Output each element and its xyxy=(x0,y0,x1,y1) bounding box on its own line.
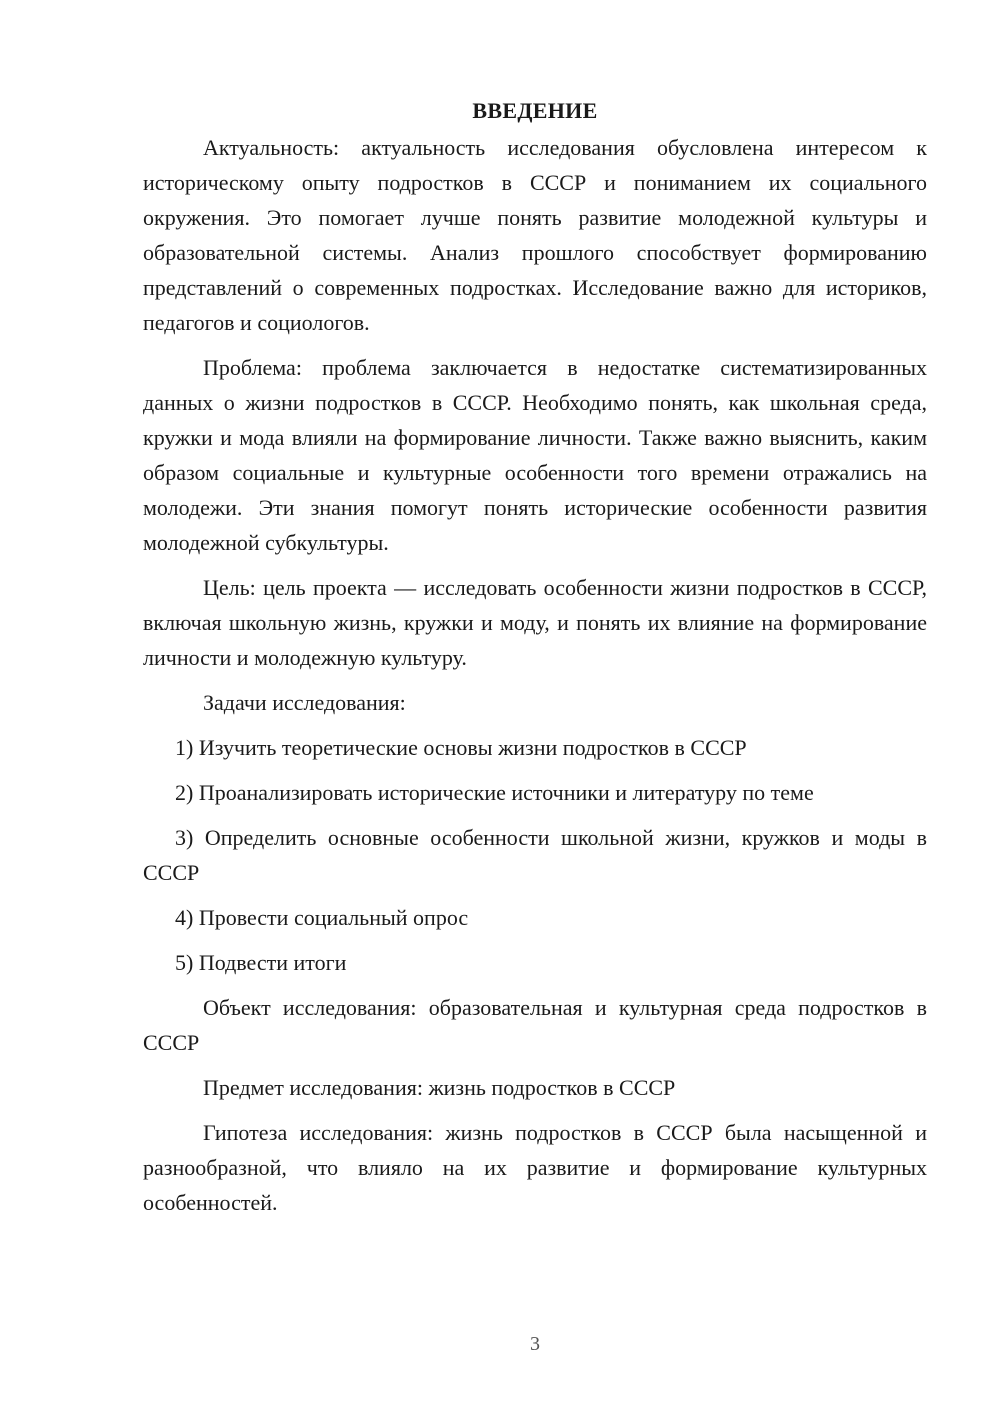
goal-paragraph: Цель: цель проекта — исследовать особенности жизни подростков в СССР, включая школьную жизнь, кружки и моду, и понять их влияние на формирование личности и молодежную культуру. xyxy=(143,575,927,670)
task-item: 1) Изучить теоретические основы жизни подростков в СССР xyxy=(175,735,747,760)
problem-paragraph: Проблема: проблема заключается в недостатке систематизированных данных о жизни подростков в СССР. Необходимо понять, как школьная среда, кружки и мода влияли на формирование личности. Также важно выяснить, каким образом социальные и культурные особенности того времени отражались на молодежи. Эти знания помогут понять исторические особенности развития молодежной субкультуры. xyxy=(143,355,927,555)
document-page xyxy=(143,94,927,1230)
task-item: 2) Проанализировать исторические источники и литературу по теме xyxy=(175,780,814,805)
page-number: 3 xyxy=(530,1333,540,1355)
hypothesis-paragraph: Гипотеза исследования: жизнь подростков в СССР была насыщенной и разнообразной, что влияло на их развитие и формирование культурных особенностей. xyxy=(143,1120,927,1215)
task-item: 3) Определить основные особенности школьной жизни, кружков и моды в СССР xyxy=(143,825,927,885)
object-paragraph: Объект исследования: образовательная и культурная среда подростков в СССР xyxy=(143,995,927,1055)
tasks-title: Задачи исследования: xyxy=(203,690,406,715)
task-item: 4) Провести социальный опрос xyxy=(175,905,469,930)
subject-paragraph: Предмет исследования: жизнь подростков в СССР xyxy=(203,1075,676,1100)
section-heading: ВВЕДЕНИЕ xyxy=(472,98,598,123)
tasks-list xyxy=(143,730,927,980)
relevance-paragraph: Актуальность: актуальность исследования обусловлена интересом к историческому опыту подростков в СССР и пониманием их социального окружения. Это помогает лучше понять развитие молодежной культуры и образовательной системы. Анализ прошлого способствует формированию представлений о современных подростках. Исследование важно для историков, педагогов и социологов. xyxy=(143,135,927,335)
task-item: 5) Подвести итоги xyxy=(175,950,347,975)
